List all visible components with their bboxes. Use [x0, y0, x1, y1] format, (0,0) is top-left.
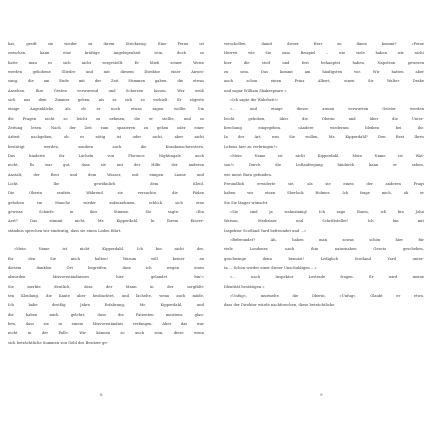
text-line: leicht gehoben, über die Oberin und über die Unter-: [224, 116, 424, 121]
text-line: »Unfug«, murmelte die Oberin. »Unfug«. Glaubt er etwa,: [230, 293, 424, 298]
text-line: »Sie sind ja wahnsinnig! Ich sage Ihnen, ich bin John: [230, 209, 424, 214]
text-line: für den Sie mich halten! Warum will keiner an: [8, 256, 204, 261]
text-line: bestätigt werden, sondern auch die Krankenschwestern.: [8, 144, 204, 149]
text-line: Das hinderte ihr Lächeln von Florence Nightingale auch: [8, 153, 204, 158]
text-line: zwischen, kann eine kräftige Angelegenheit sein, doch so: [8, 51, 204, 56]
text-line: verschollen, damit dieser Herr zu ihnen kommt? »Feine: [224, 42, 424, 46]
text-line: ta ... Schon wieder einer dieser Unschuldigen ...«: [224, 265, 317, 270]
text-line: viele Londoner, nach ihm naturnahen Gesetz geschehen,: [224, 247, 424, 252]
text-line: Zeitung lesen. Nach der Zeit zum spazieren zu gehen oder einer: [8, 125, 204, 130]
left-page: [8, 40, 204, 420]
text-line: brechung eingegeben. »Andere wiederum bleiben bei ihr.: [224, 125, 424, 130]
text-line: ben, dass sie in einem Missverständnis verfangen. Aber das war: [8, 321, 204, 326]
text-line: »Befreundet? Ah, haben man sowas schön hier für: [230, 237, 424, 242]
text-line: dass der Direktor würde nachforschen, diese beträchtliche: [224, 303, 335, 308]
text-line: sich aus dem Zimmer gehen, als es sich so verhielt. Er zögerte: [8, 97, 204, 102]
text-line: die Fragen nicht so leicht zu nehmen, die er stellte, und so: [8, 116, 204, 121]
text-line: die haben mich gelehrt, dass die Patienten meistens glau-: [8, 312, 204, 317]
text-line: werden gehobene Glieder und mit diesem Direktor einer Anwei-: [8, 69, 204, 74]
text-line: Arbeit nachgehen, ob es nötig ist oder nicht, aber nicht: [8, 135, 204, 140]
text-line: Sie Sie länger wünscht.: [224, 200, 269, 205]
page-number: 9: [320, 392, 323, 397]
text-line: Arzt? Das stimmt nicht, Mr. Kipperdahl. In Ihrem Einver-: [8, 219, 204, 224]
text-line: »Mein Name ist nicht Kipperdahl. Ich bin nicht der,: [14, 247, 204, 252]
text-line: absurden Missverständnisses hier gelandet bin!«: [8, 275, 204, 280]
text-line: nicht in der Falle. Wir können so auch sein, diese wenn: [8, 331, 204, 336]
text-line: geschwinge denn benutzt! Lediglich Scotland Yard unter-: [224, 256, 424, 261]
text-line: hat, greift sie wieder zu ihrem Strickzeug. Eine Ferne ist: [8, 42, 204, 46]
text-line: gewisse Schärfe in ihre Stimme. Sie sagte: »Ein: [8, 209, 204, 214]
text-line: sung, die am Ende mit der Zeit Stimmen gaben, die etwas: [8, 79, 204, 84]
text-line: haben wir einen Sherlock Holmes. Ich frage mich, ob er: [224, 191, 424, 196]
text-line: Licht. Ihr gewöhnlich dem Kleid.: [8, 181, 204, 186]
text-line: son!« Durch die Luftaufregung hindurch kann er sehen,: [224, 163, 424, 168]
text-line: »Mein Name ist nicht Kipperdahl. Mein Name ist Wat-: [230, 153, 424, 158]
text-line: Herren wie Sie zum Beispiel – wie viele haben wir nicht: [224, 51, 424, 56]
right-page: [224, 40, 424, 420]
text-line: Sie merkte deutlich, dass der Mann in der sorgfälti-: [8, 284, 204, 289]
text-line: auch schon einen Prinz Albert, einen Sir Walter Drake: [224, 79, 424, 84]
text-line: Watson, Mediziner und Schriftsteller! Ich bin mit: [224, 219, 424, 224]
text-line: ständnis sprechen wir eindeutig, dass sie einen Laden führt.: [8, 228, 122, 233]
text-line: Inspektor Scotland Yard befreundet und ...«: [224, 228, 307, 233]
text-line: wie meist Barn gefunden.: [224, 172, 273, 177]
text-line: diesem dunklen Ort begreifen, dass ich wegen eines: [8, 265, 204, 270]
text-line: hatte man es sich nicht vorgestellt. Er blieb seiner Weise: [8, 60, 204, 65]
text-line: In der Art, was Sie wollen, Mr. Kipperdahl? Den Rest Ihres: [224, 135, 424, 140]
text-line: Anstalt, der Brot und dem Wasser, mit einigen Laune und: [8, 172, 204, 177]
text-line: ten Kleidung, die Kante aber beobachtet, und lächelte, wenn auch müde,: [8, 293, 204, 298]
text-line: »... und einige dieser armen verwirrten Geister werden: [230, 107, 424, 112]
text-line: zu sein. Das kommt am häufigsten vor. Wir hatten aber: [224, 69, 424, 74]
text-line: hier die steif und fest behauptet haben, Napoleon gewesen: [224, 60, 424, 65]
text-line: gehoben im Manche wieder aufzunehmen, schlich sich eine: [8, 200, 204, 205]
text-line: [8, 236, 204, 245]
text-line: Freundlich erwiderte sie, als sie einen der anderen Fragt: [224, 181, 424, 186]
text-line: und sogar William Shakespeare.«: [224, 88, 287, 93]
text-line: Lebens hier zu verbringen?«: [224, 144, 278, 149]
page-number: 8: [100, 392, 103, 397]
text-line: sich beträchtliche Summen von Geld des Besitzer ge-: [8, 340, 108, 345]
text-line: »... nach Inspektor Lestrade fragen. Er wird meine: [230, 275, 424, 280]
text-line: Ansehen. Ihre Gesten verwirrend und Scherzen lassen. Wer weiß: [8, 88, 204, 93]
text-line: Identität bestätigen.«: [224, 284, 265, 289]
text-line: Die Oberin seufzte. Während sie versuchte, die Fäden: [8, 191, 204, 196]
text-line: einige Augenblicke, als ob er noch etwas sagen wollte. Um: [8, 107, 204, 112]
text-line: »Ich sagte die Wahrheit!«: [230, 97, 279, 102]
text-line: Ich habe dreißig Jahre Erfahrung, Mr. Kipperdahl, und: [8, 303, 204, 308]
text-line: nicht. Es war gut, dass sie mit der Hilfe der anderen: [8, 163, 204, 168]
